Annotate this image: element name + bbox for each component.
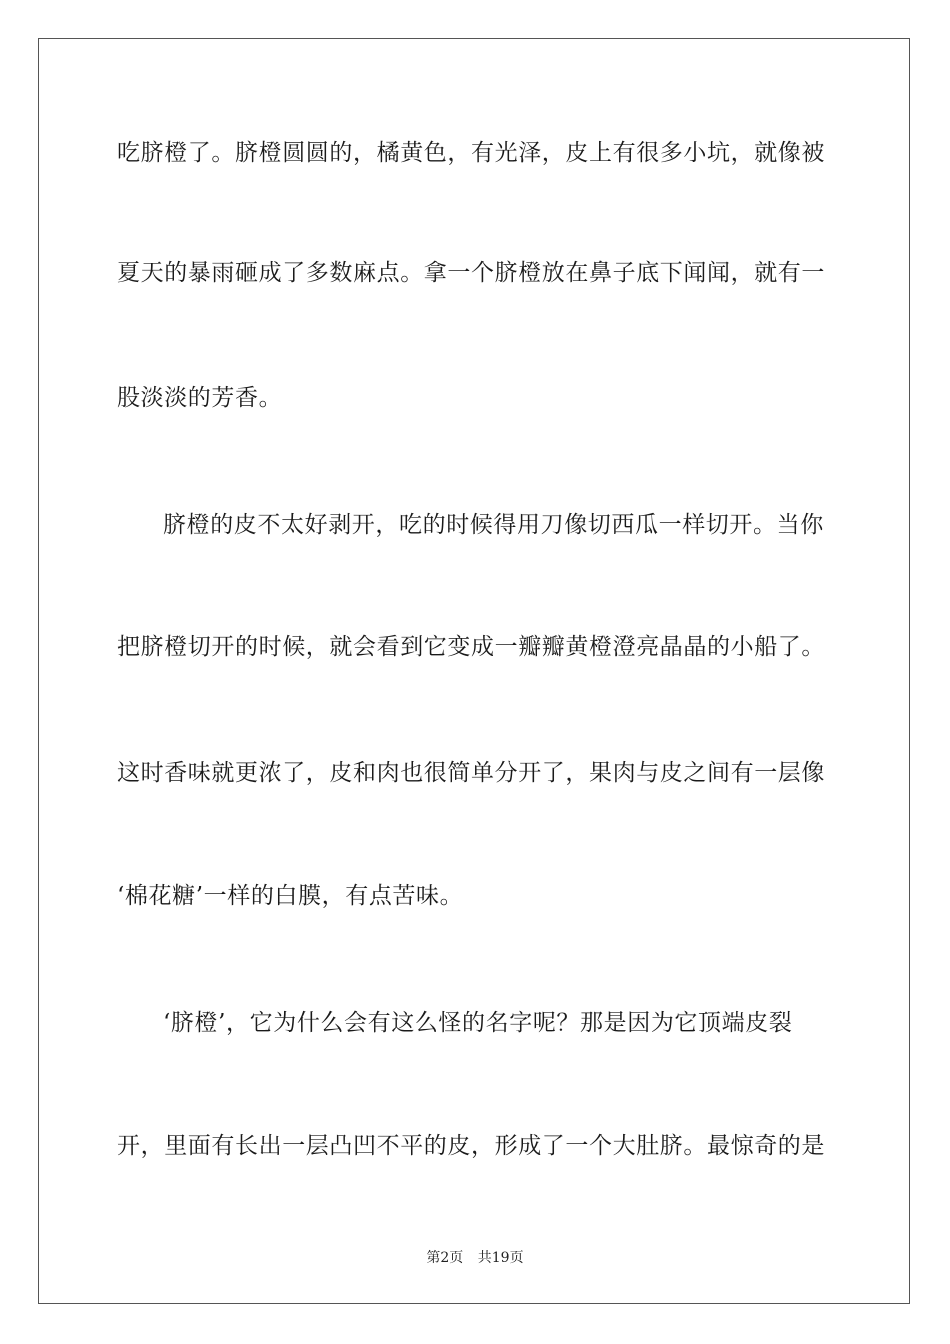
paragraph-start-line: 脐橙的皮不太好剥开，吃的时候得用刀像切西瓜一样切开。当你	[163, 512, 824, 538]
text-line: 股淡淡的芳香。	[117, 385, 283, 411]
text-line: 这时香味就更浓了，皮和肉也很简单分开了，果肉与皮之间有一层像	[117, 760, 825, 786]
text-line: 吃脐橙了。脐橙圆圆的，橘黄色，有光泽，皮上有很多小坑，就像被	[117, 140, 825, 166]
text-line: 夏天的暴雨砸成了多数麻点。拿一个脐橙放在鼻子底下闻闻，就有一	[117, 260, 825, 286]
text-line: 把脐橙切开的时候，就会看到它变成一瓣瓣黄橙澄亮晶晶的小船了。	[117, 634, 825, 660]
text-line: ‘棉花糖’一样的白膜，有点苦味。	[117, 883, 464, 909]
page-border	[38, 38, 910, 1304]
total-pages: 共19页	[477, 1250, 524, 1266]
page-number: 第2页	[426, 1250, 464, 1266]
paragraph-start-line: ‘脐橙’，它为什么会有这么怪的名字呢？那是因为它顶端皮裂	[163, 1010, 793, 1036]
page-footer	[0, 1247, 950, 1267]
text-line: 开，里面有长出一层凸凹不平的皮，形成了一个大肚脐。最惊奇的是	[117, 1133, 825, 1159]
